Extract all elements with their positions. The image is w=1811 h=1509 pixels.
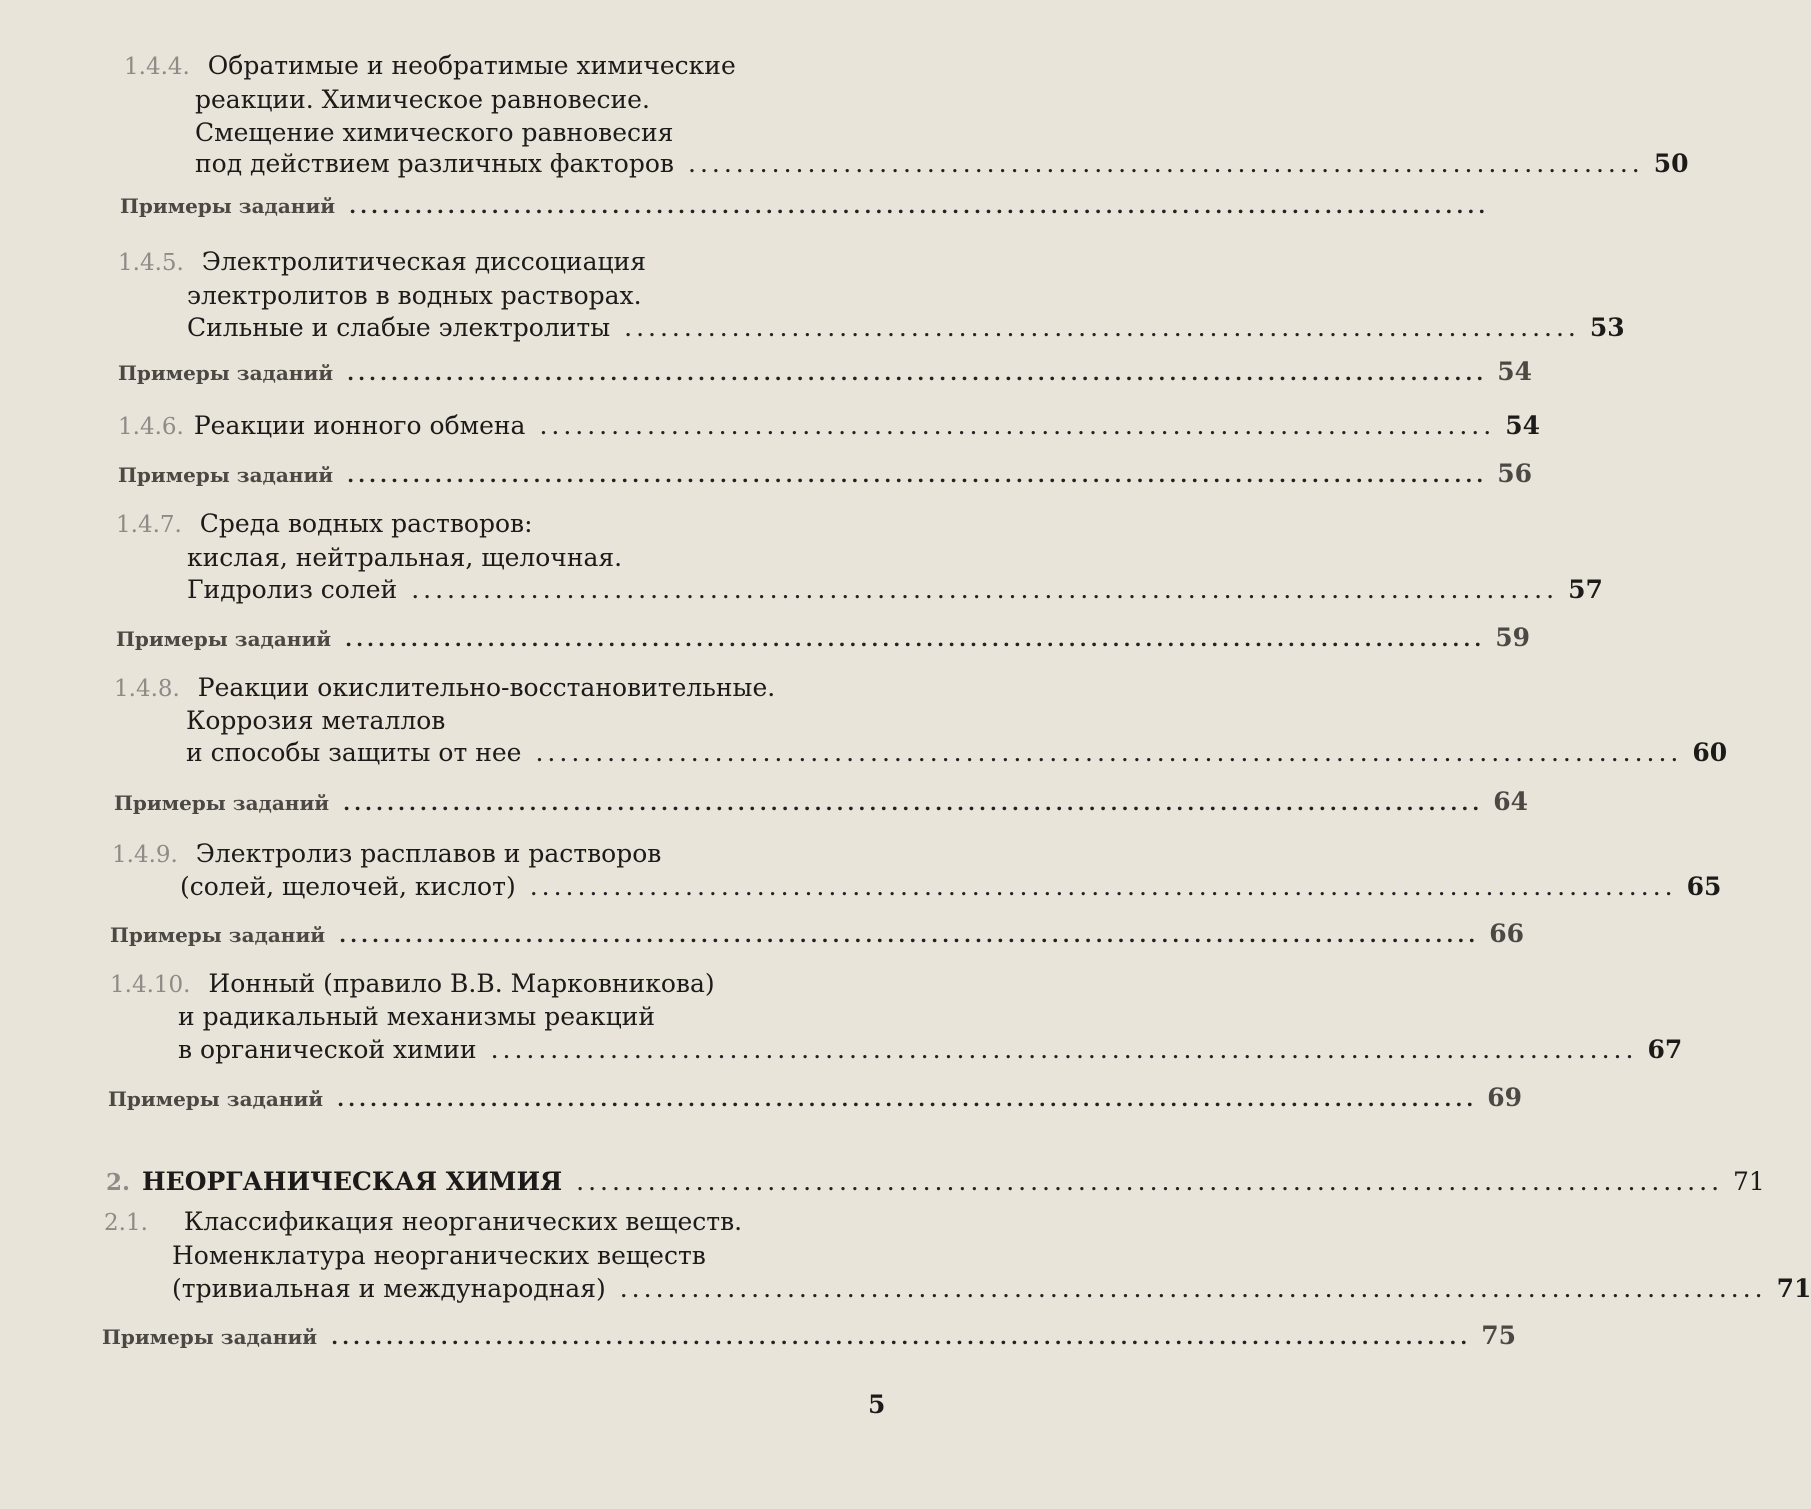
entry-number: 1.4.10. xyxy=(110,972,191,998)
examples-page-number: 66 xyxy=(1489,919,1525,948)
entry-number: 1.4.4. xyxy=(124,54,190,80)
entry-number: 2.1. xyxy=(104,1210,148,1236)
toc-entry-last-line xyxy=(172,1273,1811,1305)
toc-section-2 xyxy=(106,1166,1765,1199)
entry-page-number: 71 xyxy=(1776,1274,1811,1303)
toc-entry-last-line xyxy=(178,1034,1683,1066)
toc-entry-last-line xyxy=(195,148,1689,180)
toc-entry-last-line xyxy=(180,871,1722,903)
leader-dots: ........................................................................................................ xyxy=(345,627,1486,651)
examples-label: Примеры заданий xyxy=(110,923,326,947)
entry-title-line: Гидролиз солей xyxy=(187,575,398,604)
examples-label: Примеры заданий xyxy=(118,361,334,385)
examples-row xyxy=(120,190,1490,222)
toc-entry-1-4-10 xyxy=(110,968,715,1001)
entry-number: 1.4.9. xyxy=(112,842,178,868)
leader-dots: ................................................................................................ xyxy=(619,1274,1767,1303)
entry-page-number: 57 xyxy=(1568,575,1603,604)
examples-label: Примеры заданий xyxy=(118,463,334,487)
section-number: 2. xyxy=(106,1169,131,1196)
entry-number: 1.4.8. xyxy=(114,676,180,702)
toc-entry-1-4-7 xyxy=(116,508,533,541)
entry-title-line: Классификация неорганических веществ. xyxy=(183,1207,743,1236)
toc-entry-1-4-6 xyxy=(118,410,1540,443)
entry-title-line: реакции. Химическое равновесие. xyxy=(195,85,650,114)
entry-title-line: Реакции ионного обмена xyxy=(193,411,526,440)
entry-number: 1.4.5. xyxy=(118,250,184,276)
examples-page-number: 59 xyxy=(1495,623,1531,652)
page-number: 5 xyxy=(868,1390,886,1419)
entry-title-line: Смещение химического равновесия xyxy=(195,118,674,147)
leader-dots: ........................................................................................................ xyxy=(337,1087,1478,1111)
toc-entry-last-line xyxy=(187,574,1603,606)
entry-title-line: под действием различных факторов xyxy=(195,149,674,178)
examples-page-number: 64 xyxy=(1493,787,1529,816)
leader-dots: ........................................................................................................ xyxy=(349,194,1490,218)
section-title: НЕОРГАНИЧЕСКАЯ ХИМИЯ xyxy=(142,1167,563,1196)
entry-page-number: 60 xyxy=(1692,738,1728,767)
entry-title-line: Электролиз расплавов и растворов xyxy=(195,839,662,868)
entry-title-line: Сильные и слабые электролиты xyxy=(187,313,611,342)
leader-dots: ................................................................................ xyxy=(624,313,1580,342)
entry-page-number: 53 xyxy=(1589,313,1625,342)
leader-dots: ........................................................................................................ xyxy=(343,791,1484,815)
entry-page-number: 65 xyxy=(1686,872,1722,901)
entry-title-line: Номенклатура неорганических веществ xyxy=(172,1241,706,1270)
examples-label: Примеры заданий xyxy=(114,791,330,815)
examples-row xyxy=(108,1082,1523,1115)
examples-page-number: 69 xyxy=(1487,1083,1523,1112)
examples-row xyxy=(110,918,1525,951)
entry-title-line: и радикальный механизмы реакций xyxy=(178,1002,655,1031)
entry-title-line: (солей, щелочей, кислот) xyxy=(180,872,516,901)
examples-page-number: 75 xyxy=(1481,1321,1517,1350)
leader-dots: ........................................................................................................ xyxy=(339,923,1480,947)
leader-dots: ................................................................................................ xyxy=(576,1167,1724,1196)
entry-title-line: Коррозия металлов xyxy=(186,706,446,735)
examples-label: Примеры заданий xyxy=(102,1325,318,1349)
examples-page-number: 56 xyxy=(1497,459,1533,488)
examples-label: Примеры заданий xyxy=(116,627,332,651)
toc-entry-1-4-5 xyxy=(118,246,646,279)
leader-dots: ........................................................................................................ xyxy=(347,463,1488,487)
entry-number: 1.4.6. xyxy=(118,414,184,440)
toc-entry-1-4-8 xyxy=(114,672,775,705)
entry-title-line: (тривиальная и международная) xyxy=(172,1274,606,1303)
examples-row xyxy=(102,1320,1517,1353)
toc-entry-1-4-4 xyxy=(124,50,736,83)
examples-label: Примеры заданий xyxy=(108,1087,324,1111)
leader-dots: ................................................................................ xyxy=(688,149,1644,178)
examples-row xyxy=(118,356,1533,389)
entry-title-line: электролитов в водных растворах. xyxy=(187,281,642,310)
entry-title-line: Реакции окислительно-восстановительные. xyxy=(197,673,776,702)
entry-page-number: 50 xyxy=(1653,149,1689,178)
entry-title-line: в органической химии xyxy=(178,1035,477,1064)
entry-title-line: кислая, нейтральная, щелочная. xyxy=(187,543,623,572)
entry-page-number: 67 xyxy=(1647,1035,1683,1064)
section-page-number: 71 xyxy=(1733,1167,1765,1196)
examples-page-number: 54 xyxy=(1497,357,1533,386)
examples-row xyxy=(114,786,1529,819)
toc-entry-2-1 xyxy=(104,1206,742,1239)
entry-title-line: Среда водных растворов: xyxy=(199,509,533,538)
leader-dots: ................................................................................................ xyxy=(535,738,1683,767)
leader-dots: ................................................................................................ xyxy=(490,1035,1638,1064)
toc-entry-last-line xyxy=(186,737,1728,769)
entry-page-number: 54 xyxy=(1505,411,1540,440)
toc-entry-last-line xyxy=(187,312,1625,344)
leader-dots: ................................................................................................ xyxy=(411,575,1559,604)
leader-dots: ................................................................................ xyxy=(539,411,1496,440)
examples-label: Примеры заданий xyxy=(120,194,336,218)
leader-dots: ................................................................................................ xyxy=(529,872,1677,901)
entry-title-line: и способы защиты от нее xyxy=(186,738,522,767)
toc-entry-1-4-9 xyxy=(112,838,661,871)
examples-row xyxy=(118,458,1533,491)
entry-title-line: Ионный (правило В.В. Марковникова) xyxy=(208,969,715,998)
leader-dots: ........................................................................................................ xyxy=(331,1325,1472,1349)
entry-number: 1.4.7. xyxy=(116,512,182,538)
entry-title-line: Обратимые и необратимые химические xyxy=(207,51,736,80)
examples-row xyxy=(116,622,1531,655)
entry-title-line: Электролитическая диссоциация xyxy=(201,247,646,276)
leader-dots: ........................................................................................................ xyxy=(347,361,1488,385)
